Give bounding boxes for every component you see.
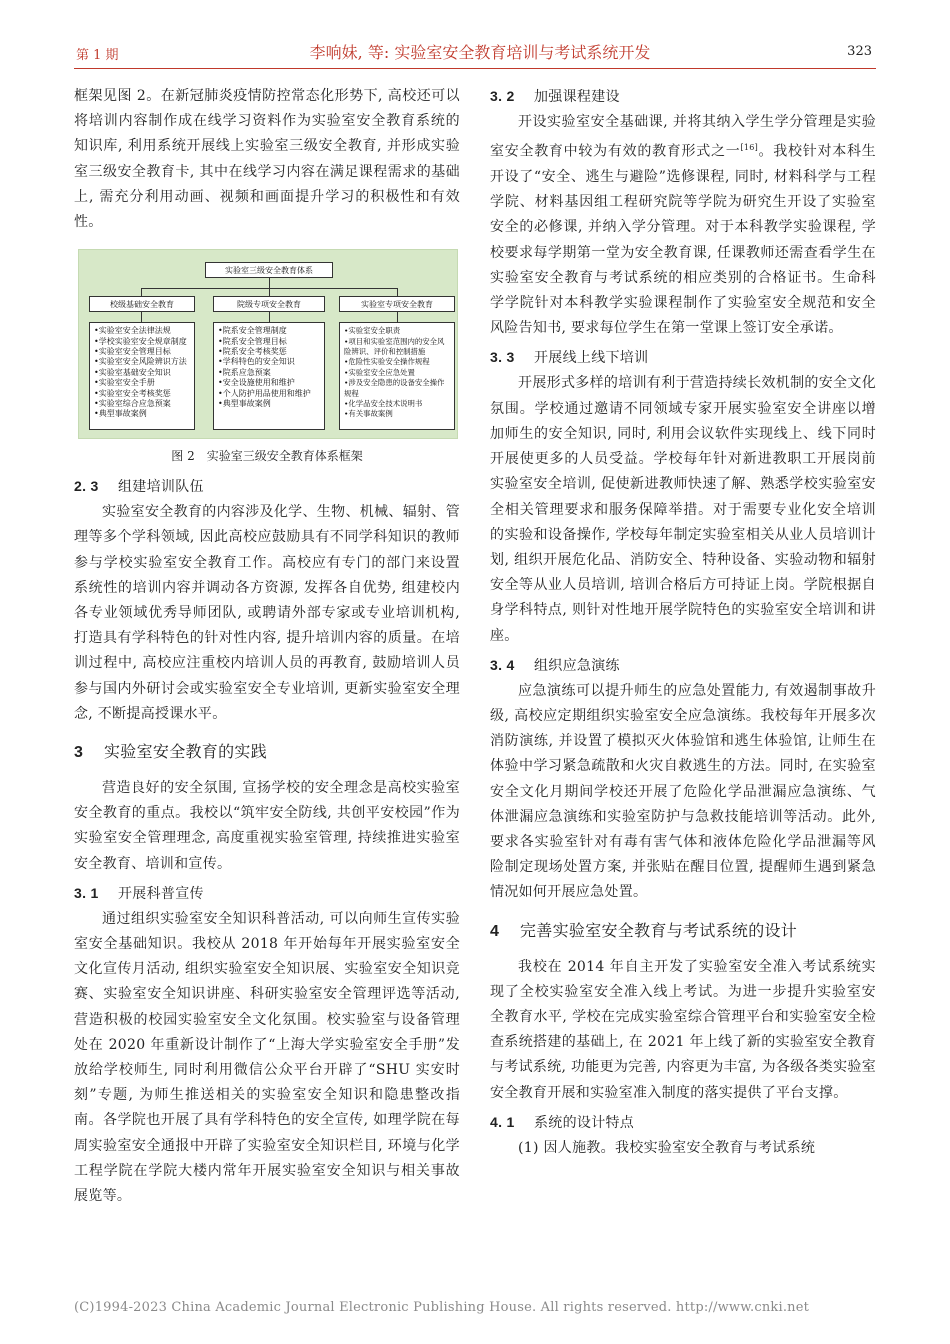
list-item: •实验室安全职责 <box>344 326 401 336</box>
figure-2-diagram <box>78 249 458 439</box>
list-item: •实验室安全手册 <box>94 378 155 388</box>
section-title: 完善实验室安全教育与考试系统的设计 <box>520 920 798 940</box>
section-heading-4 <box>490 918 876 945</box>
section-title: 加强课程建设 <box>534 89 620 105</box>
figure-caption: 图 2 实验室三级安全教育体系框架 <box>171 449 363 464</box>
diagram-col1-list <box>89 322 195 430</box>
diagram-top-box <box>205 262 333 278</box>
list-item: •实验室安全管理目标 <box>94 347 171 357</box>
section-title: 开展线上线下培训 <box>534 350 649 367</box>
section-title: 组织应急演练 <box>534 657 620 674</box>
section-number: 3. 1 <box>74 884 99 901</box>
connector <box>269 312 270 322</box>
section-heading-3-4 <box>490 653 876 679</box>
list-item: •安全设施使用和维护 <box>218 378 295 388</box>
list-item: •个人防护用品使用和维护 <box>218 388 311 398</box>
list-item: •实验室综合应急预案 <box>94 399 171 409</box>
diagram-col3-title: 实验室专项安全教育 <box>361 300 433 310</box>
section-heading-3-1 <box>74 881 460 907</box>
list-item: •典型事故案例 <box>94 409 147 419</box>
section-title: 开展科普宣传 <box>118 885 204 902</box>
list-item: •学科特色的安全知识 <box>218 357 295 367</box>
header-rule <box>74 68 876 69</box>
left-column <box>74 84 460 1209</box>
right-column <box>490 84 876 1161</box>
diagram-col2-header <box>213 296 325 312</box>
section-heading-3-3 <box>490 345 876 371</box>
paragraph-4: 我校在 2014 年自主开发了实验室安全准入考试系统实现了全校实验室安全准入线上考试。为进一步提升实验室安全教育水平, 学校在完成实验室综合管理平台和实验室安全检查系统搭建的基础上, 在 2021 年上线了新的实验室安全教育与考试系统, 功能更为完善, 内容更为丰富, 为各级各类实验室安全教育开展和实验室准入制度的落实提供了平台支撑。 <box>490 958 876 1101</box>
paragraph-3: 营造良好的安全氛围, 宣扬学校的安全理念是高校实验室安全教育的重点。我校以“筑牢安全防线, 共创平安校园”作为实验室安全管理理念, 高度重视实验室管理, 持续推进实验室安全教育、培训和宣传。 <box>74 780 460 872</box>
connector <box>141 312 142 322</box>
section-number: 4 <box>490 922 500 940</box>
paragraph-4-1: (1) 因人施教。我校实验室安全教育与考试系统 <box>518 1139 816 1156</box>
diagram-col2-title: 院级专项安全教育 <box>237 300 301 310</box>
connector <box>397 312 398 322</box>
diagram-top-title: 实验室三级安全教育体系 <box>225 266 313 276</box>
paragraph-3-3: 开展形式多样的培训有利于营造持续长效机制的安全文化氛围。学校通过邀请不同领域专家开展实验室安全讲座以增加师生的安全知识, 同时, 利用会议软件实现线上、线下同时开展使更多的人员受益。学校每年针对新进教职工开展岗前实验室安全培训, 促使新进教师快速了解、熟悉学校实验室安全相关管理要求和服务保障举措。对于需要专业化安全培训的实验和设备操作, 学校每年制定实验室相关从业人员培训计划, 组织开展危化品、消防安全、特种设备、实验动物和辐射安全等从业人员培训, 培训合格后方可持证上岗。学院根据自身学科特点, 则针对性地开展学院特色的实验室安全培训和讲座。 <box>490 375 876 644</box>
diagram-col3-header <box>339 296 455 312</box>
section-number: 3 <box>74 744 84 762</box>
diagram-col3-list <box>339 322 455 430</box>
paragraph-3-2: 开设实验室安全基础课, 并将其纳入学生学分管理是实验室安全教育中较为有效的教育形式之一[16]。我校针对本科生开设了“安全、逃生与避险”选修课程, 同时, 材料科学与工程学院、材料基因组工程研究院等学院为研究生开设了实验室安全的必修课, 并纳入学分管理。对于本科教学实验课程, 学校要求每学期第一堂为安全教育课, 任课教师还需查看学生在实验室安全教育与考试系统的相应类别的合格证书。生命科学学院针对本科教学实验课程制作了实验室安全规范和安全风险告知书, 要求每位学生在第一堂课上签订安全承诺。 <box>490 114 876 337</box>
copyright-footer: (C)1994-2023 China Academic Journal Electronic Publishing House. All rights reserved. http://www.cnki.net <box>74 1300 810 1315</box>
list-item: •院系应急预案 <box>218 367 271 377</box>
list-item: •化学品安全技术说明书 <box>344 399 423 409</box>
list-item: •学校实验室安全规章制度 <box>94 336 187 346</box>
connector <box>397 288 398 296</box>
section-number: 3. 3 <box>490 349 515 366</box>
list-item: •院系安全考核奖惩 <box>218 347 287 357</box>
paragraph-continuation: 框架见图 2。在新冠肺炎疫情防控常态化形势下, 高校还可以将培训内容制作成在线学习资料作为实验室安全教育系统的知识库, 利用系统开展线上实验室三级安全教育, 并形成实验室三级安全教育卡, 其中在线学习内容在满足课程需求的基础上, 需充分利用动画、视频和画面提升学习的积极性和有效性。 <box>74 88 460 231</box>
diagram-col1-header <box>89 296 195 312</box>
diagram-col1-title: 校级基础安全教育 <box>110 300 174 310</box>
section-title: 实验室安全教育的实践 <box>104 742 268 762</box>
list-item: •危险性实验安全操作规程 <box>344 357 430 367</box>
section-number: 3. 4 <box>490 656 515 673</box>
list-item: •典型事故案例 <box>218 399 271 409</box>
list-item: •实验室安全考核奖惩 <box>94 388 171 398</box>
list-item: •有关事故案例 <box>344 409 393 419</box>
section-title: 组建培训队伍 <box>118 479 204 496</box>
section-heading-3 <box>74 739 460 766</box>
page-number: 323 <box>847 44 872 59</box>
running-title: 李响妹, 等: 实验室安全教育培训与考试系统开发 <box>309 43 651 62</box>
section-number: 3. 2 <box>490 88 515 104</box>
connector <box>269 288 270 296</box>
paragraph-2-3: 实验室安全教育的内容涉及化学、生物、机械、辐射、管理等多个学科领域, 因此高校应鼓励具有不同学科知识的教师参与学校实验室安全教育工作。高校应有专门的部门来设置系统性的培训内容并调动各方资源, 发挥各自优势, 组建校内各专业领域优秀导师团队, 或聘请外部专家或专业培训机构, 打造具有学科特色的针对性内容, 提升培训内容的质量。在培训过程中, 高校应注重校内培训人员的再教育, 鼓励培训人员参与国内外研讨会或实验室安全专业培训, 更新实验室安全理念, 不断提高授课水平。 <box>74 504 460 722</box>
list-item: •涉及安全隐患的设备安全操作规程 <box>344 378 445 398</box>
list-item: •实验室安全风险辨识方法 <box>94 357 187 367</box>
section-heading-2-3 <box>74 474 460 500</box>
paragraph-3-4: 应急演练可以提升师生的应急处置能力, 有效遏制事故升级, 高校应定期组织实验室安全应急演练。我校每年开展多次消防演练, 并设置了模拟灭火体验馆和逃生体验馆, 让师生在体验中学习紧急疏散和火灾自救逃生的方法。同时, 在实验室安全文化月期间学校还开展了危险化学品泄漏应急演练、气体泄漏应急演练和实验室防护与急救技能培训等活动。此外, 要求各实验室针对有毒有害气体和液体危险化学品泄漏等风险制定现场处置方案, 并张贴在醒目位置, 提醒师生遇到紧急情况如何开展应急处置。 <box>490 682 876 901</box>
section-number: 4. 1 <box>490 1113 515 1130</box>
citation-ref: [16] <box>740 143 759 153</box>
list-item: •院系安全管理制度 <box>218 326 287 336</box>
paragraph-3-1: 通过组织实验室安全知识科普活动, 可以向师生宣传实验室安全基础知识。我校从 2018 年开始每年开展实验室安全文化宣传月活动, 组织实验室安全知识展、实验室安全知识竞赛、实验室安全知识讲座、科研实验室安全管理评选等活动, 营造积极的校园实验室安全文化氛围。校实验室与设备管理处在 2020 年重新设计制作了“上海大学实验室安全手册”发放给学校师生, 同时利用微信公众平台开辟了“SHU 实安时刻”专题, 为师生推送相关的实验室安全知识和隐患整改指南。各学院也开展了具有学科特色的安全宣传, 如理学院在每周实验室安全通报中开辟了实验室安全知识栏目, 环境与化学工程学院在学院大楼内常年开展实验室安全知识与相关事故展览等。 <box>74 910 460 1205</box>
diagram-col2-list <box>213 322 325 430</box>
list-item: •实验室安全法律法规 <box>94 326 171 336</box>
list-item: •实验室安全应急处置 <box>344 367 415 377</box>
journal-issue: 第 1 期 <box>76 48 119 63</box>
section-heading-4-1 <box>490 1110 876 1136</box>
section-title: 系统的设计特点 <box>534 1114 635 1131</box>
list-item: •院系安全管理目标 <box>218 336 287 346</box>
connector <box>141 288 142 296</box>
list-item: •项目和实验室范围内的安全风险辨识、评价和控制措施 <box>344 336 445 357</box>
list-item: •实验室基础安全知识 <box>94 367 171 377</box>
section-heading-3-2 <box>490 84 876 110</box>
section-number: 2. 3 <box>74 478 99 495</box>
connector <box>269 278 270 288</box>
